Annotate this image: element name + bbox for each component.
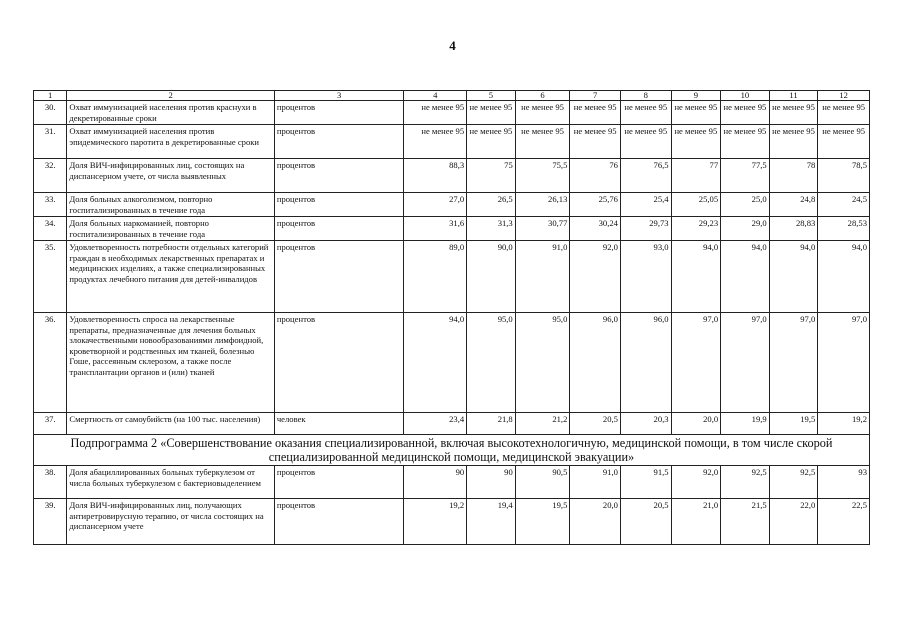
indicator-name: Доля больных наркоманией, повторно госпитализированных в течение года bbox=[67, 217, 274, 241]
row-number: 36. bbox=[34, 313, 67, 413]
header-cell: 7 bbox=[570, 91, 621, 101]
value-cell: 77,5 bbox=[721, 159, 770, 193]
value-cell: 19,9 bbox=[721, 413, 770, 435]
value-cell: 95,0 bbox=[467, 313, 516, 413]
table-row bbox=[34, 193, 870, 217]
unit-cell: процентов bbox=[274, 159, 404, 193]
value-cell: 21,0 bbox=[671, 499, 721, 545]
value-cell: 27,0 bbox=[404, 193, 467, 217]
value-cell: 75 bbox=[467, 159, 516, 193]
header-cell: 9 bbox=[671, 91, 721, 101]
page-number: 4 bbox=[449, 38, 456, 53]
value-cell: не менее 95 bbox=[515, 125, 570, 159]
value-cell: 29,0 bbox=[721, 217, 770, 241]
value-cell: 94,0 bbox=[671, 241, 721, 313]
value-cell: 91,5 bbox=[620, 466, 671, 499]
value-cell: не менее 95 bbox=[818, 101, 870, 125]
value-cell: 19,2 bbox=[404, 499, 467, 545]
value-cell: 96,0 bbox=[570, 313, 621, 413]
value-cell: 92,5 bbox=[721, 466, 770, 499]
unit-cell: процентов bbox=[274, 193, 404, 217]
table-row bbox=[34, 313, 870, 413]
subprogram-title: Подпрограмма 2 «Совершенствование оказания специализированной, включая высокотехнологичную, медицинской помощи, в том числе скорой специализированной медицинской помощи, медицинской эвакуации» bbox=[34, 435, 870, 466]
value-cell: 30,77 bbox=[515, 217, 570, 241]
value-cell: 94,0 bbox=[818, 241, 870, 313]
value-cell: 28,53 bbox=[818, 217, 870, 241]
value-cell: 96,0 bbox=[620, 313, 671, 413]
value-cell: 94,0 bbox=[721, 241, 770, 313]
value-cell: 93,0 bbox=[620, 241, 671, 313]
value-cell: 88,3 bbox=[404, 159, 467, 193]
row-number: 31. bbox=[34, 125, 67, 159]
value-cell: не менее 95 bbox=[671, 101, 721, 125]
value-cell: не менее 95 bbox=[570, 101, 621, 125]
value-cell: 26,13 bbox=[515, 193, 570, 217]
indicator-name: Доля ВИЧ-инфицированных лиц, состоящих на диспансерном учете, от числа выявленных bbox=[67, 159, 274, 193]
value-cell: 94,0 bbox=[769, 241, 818, 313]
value-cell: 93 bbox=[818, 466, 870, 499]
value-cell: 21,5 bbox=[721, 499, 770, 545]
value-cell: 78 bbox=[769, 159, 818, 193]
value-cell: 19,4 bbox=[467, 499, 516, 545]
table-row bbox=[34, 125, 870, 159]
value-cell: 20,0 bbox=[570, 499, 621, 545]
value-cell: 19,5 bbox=[515, 499, 570, 545]
row-number: 37. bbox=[34, 413, 67, 435]
value-cell: 91,0 bbox=[570, 466, 621, 499]
indicators-table bbox=[33, 90, 870, 545]
value-cell: 31,6 bbox=[404, 217, 467, 241]
row-number: 38. bbox=[34, 466, 67, 499]
table-row bbox=[34, 241, 870, 313]
indicator-name: Доля больных алкоголизмом, повторно госпитализированных в течение года bbox=[67, 193, 274, 217]
unit-cell: процентов bbox=[274, 241, 404, 313]
value-cell: 25,0 bbox=[721, 193, 770, 217]
value-cell: 29,73 bbox=[620, 217, 671, 241]
value-cell: 25,05 bbox=[671, 193, 721, 217]
value-cell: 31,3 bbox=[467, 217, 516, 241]
header-cell: 10 bbox=[721, 91, 770, 101]
value-cell: не менее 95 bbox=[620, 101, 671, 125]
unit-cell: процентов bbox=[274, 499, 404, 545]
table-row bbox=[34, 413, 870, 435]
value-cell: 26,5 bbox=[467, 193, 516, 217]
value-cell: 25,4 bbox=[620, 193, 671, 217]
value-cell: 90 bbox=[404, 466, 467, 499]
header-cell: 12 bbox=[818, 91, 870, 101]
unit-cell: процентов bbox=[274, 125, 404, 159]
indicator-name: Смертность от самоубийств (на 100 тыс. населения) bbox=[67, 413, 274, 435]
value-cell: 20,0 bbox=[671, 413, 721, 435]
value-cell: 77 bbox=[671, 159, 721, 193]
value-cell: не менее 95 bbox=[818, 125, 870, 159]
table-row bbox=[34, 217, 870, 241]
row-number: 34. bbox=[34, 217, 67, 241]
row-number: 33. bbox=[34, 193, 67, 217]
table-row bbox=[34, 159, 870, 193]
value-cell: 92,0 bbox=[570, 241, 621, 313]
value-cell: 76,5 bbox=[620, 159, 671, 193]
value-cell: 23,4 bbox=[404, 413, 467, 435]
value-cell: 97,0 bbox=[769, 313, 818, 413]
table-row bbox=[34, 499, 870, 545]
value-cell: 97,0 bbox=[721, 313, 770, 413]
header-cell: 11 bbox=[769, 91, 818, 101]
unit-cell: процентов bbox=[274, 313, 404, 413]
value-cell: 75,5 bbox=[515, 159, 570, 193]
unit-cell: процентов bbox=[274, 101, 404, 125]
header-row bbox=[34, 91, 870, 101]
value-cell: не менее 95 bbox=[721, 101, 770, 125]
value-cell: не менее 95 bbox=[570, 125, 621, 159]
value-cell: не менее 95 bbox=[769, 125, 818, 159]
indicator-name: Доля абациллированных больных туберкулезом от числа больных туберкулезом с бактериовыделением bbox=[67, 466, 274, 499]
value-cell: не менее 95 bbox=[404, 125, 467, 159]
value-cell: не менее 95 bbox=[721, 125, 770, 159]
value-cell: 24,8 bbox=[769, 193, 818, 217]
value-cell: 22,5 bbox=[818, 499, 870, 545]
value-cell: не менее 95 bbox=[769, 101, 818, 125]
value-cell: не менее 95 bbox=[671, 125, 721, 159]
header-cell: 5 bbox=[467, 91, 516, 101]
value-cell: не менее 95 bbox=[515, 101, 570, 125]
row-number: 30. bbox=[34, 101, 67, 125]
table-row bbox=[34, 466, 870, 499]
value-cell: 92,5 bbox=[769, 466, 818, 499]
value-cell: 19,5 bbox=[769, 413, 818, 435]
unit-cell: человек bbox=[274, 413, 404, 435]
indicator-name: Удовлетворенность потребности отдельных категорий граждан в необходимых лекарственных препаратах и медицинских изделиях, а также специализированных продуктах лечебного питания для детей-инвалидов bbox=[67, 241, 274, 313]
value-cell: 20,5 bbox=[570, 413, 621, 435]
header-cell: 1 bbox=[34, 91, 67, 101]
unit-cell: процентов bbox=[274, 466, 404, 499]
value-cell: 24,5 bbox=[818, 193, 870, 217]
header-cell: 3 bbox=[274, 91, 404, 101]
indicator-name: Доля ВИЧ-инфицированных лиц, получающих антиретровирусную терапию, от числа состоящих на диспансерном учете bbox=[67, 499, 274, 545]
value-cell: не менее 95 bbox=[467, 101, 516, 125]
value-cell: 22,0 bbox=[769, 499, 818, 545]
value-cell: 21,8 bbox=[467, 413, 516, 435]
value-cell: 91,0 bbox=[515, 241, 570, 313]
value-cell: 95,0 bbox=[515, 313, 570, 413]
value-cell: не менее 95 bbox=[467, 125, 516, 159]
value-cell: 28,83 bbox=[769, 217, 818, 241]
value-cell: 90,5 bbox=[515, 466, 570, 499]
value-cell: 89,0 bbox=[404, 241, 467, 313]
row-number: 35. bbox=[34, 241, 67, 313]
row-number: 32. bbox=[34, 159, 67, 193]
value-cell: 76 bbox=[570, 159, 621, 193]
value-cell: 94,0 bbox=[404, 313, 467, 413]
table-row bbox=[34, 101, 870, 125]
indicator-name: Охват иммунизацией населения против краснухи в декретированные сроки bbox=[67, 101, 274, 125]
value-cell: 19,2 bbox=[818, 413, 870, 435]
header-cell: 4 bbox=[404, 91, 467, 101]
value-cell: 97,0 bbox=[818, 313, 870, 413]
unit-cell: процентов bbox=[274, 217, 404, 241]
value-cell: 90 bbox=[467, 466, 516, 499]
indicator-name: Удовлетворенность спроса на лекарственные препараты, предназначенные для лечения больных злокачественными новообразованиями лимфоидной, кроветворной и родственных им тканей, болезнью Гоше, рассеянным склерозом, а также после трансплантации органов и (или) тканей bbox=[67, 313, 274, 413]
value-cell: 78,5 bbox=[818, 159, 870, 193]
value-cell: 25,76 bbox=[570, 193, 621, 217]
value-cell: 21,2 bbox=[515, 413, 570, 435]
value-cell: 20,3 bbox=[620, 413, 671, 435]
value-cell: 90,0 bbox=[467, 241, 516, 313]
value-cell: 97,0 bbox=[671, 313, 721, 413]
indicator-name: Охват иммунизацией населения против эпидемического паротита в декретированные сроки bbox=[67, 125, 274, 159]
header-cell: 8 bbox=[620, 91, 671, 101]
subprogram-row bbox=[34, 435, 870, 466]
row-number: 39. bbox=[34, 499, 67, 545]
header-cell: 6 bbox=[515, 91, 570, 101]
value-cell: 92,0 bbox=[671, 466, 721, 499]
header-cell: 2 bbox=[67, 91, 274, 101]
value-cell: 30,24 bbox=[570, 217, 621, 241]
value-cell: 20,5 bbox=[620, 499, 671, 545]
value-cell: не менее 95 bbox=[620, 125, 671, 159]
value-cell: не менее 95 bbox=[404, 101, 467, 125]
value-cell: 29,23 bbox=[671, 217, 721, 241]
